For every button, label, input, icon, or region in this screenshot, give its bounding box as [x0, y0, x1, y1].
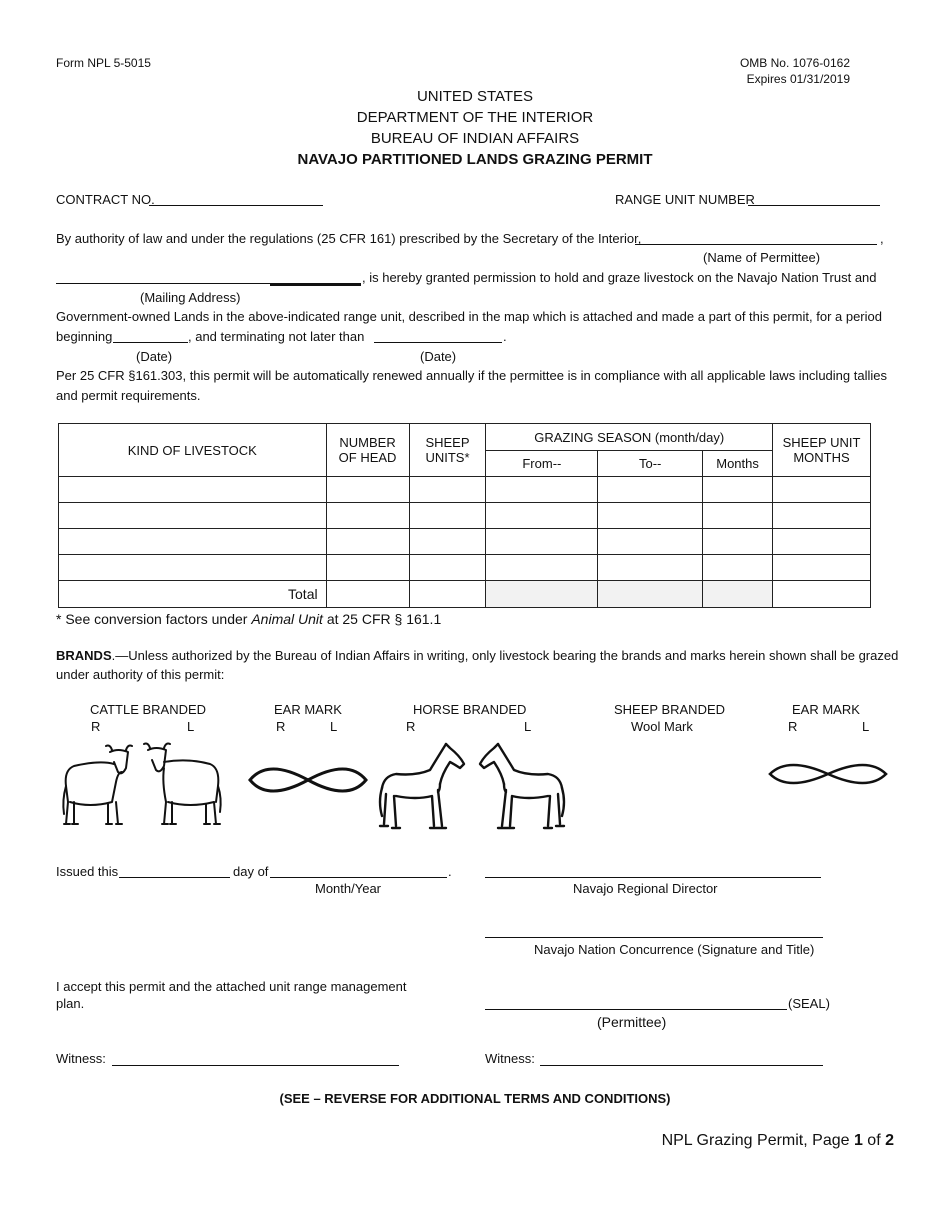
total-label: Total: [59, 581, 327, 608]
ear-mark-icon: [248, 758, 368, 802]
horse-left-icon: [476, 740, 568, 832]
table-cell[interactable]: [59, 503, 327, 529]
months-header: Months: [703, 451, 773, 477]
table-cell[interactable]: [409, 555, 486, 581]
horse-branded-label: HORSE BRANDED: [413, 702, 527, 717]
cattle-right-icon: [60, 742, 140, 832]
witness-field-2[interactable]: [540, 1065, 823, 1066]
contract-no-label: CONTRACT NO.: [56, 192, 155, 207]
issued-period: .: [448, 864, 452, 879]
begin-date-label: (Date): [136, 349, 173, 364]
table-cell[interactable]: [59, 529, 327, 555]
expiration-date: Expires 01/31/2019: [746, 72, 850, 86]
mailing-address-label: (Mailing Address): [140, 290, 241, 305]
table-cell[interactable]: [773, 503, 871, 529]
issued-day-field[interactable]: [119, 877, 230, 878]
agency-line-2: DEPARTMENT OF THE INTERIOR: [356, 109, 594, 126]
wool-mark-label: Wool Mark: [631, 719, 693, 734]
agency-line-1: UNITED STATES: [416, 88, 534, 105]
cattle-branded-label: CATTLE BRANDED: [90, 702, 207, 717]
total-head-cell[interactable]: [326, 581, 409, 608]
total-row: [59, 581, 871, 608]
horse-right-label: R: [406, 719, 416, 734]
form-number: Form NPL 5-5015: [56, 56, 151, 70]
shaded-cell: [703, 581, 773, 608]
kind-of-livestock-header: KIND OF LIVESTOCK: [59, 424, 327, 477]
beginning-text: beginning: [56, 329, 113, 344]
table-row: [59, 477, 871, 503]
table-cell[interactable]: [409, 477, 486, 503]
cattle-left-icon: [142, 742, 224, 832]
renewal-text-line-2: and permit requirements.: [56, 388, 201, 403]
concurrence-label: Navajo Nation Concurrence (Signature and Title): [534, 942, 815, 957]
page-title: NAVAJO PARTITIONED LANDS GRAZING PERMIT: [297, 151, 653, 168]
table-row: [59, 529, 871, 555]
witness-field-1[interactable]: [112, 1065, 399, 1066]
accept-text-line-2: plan.: [56, 996, 85, 1011]
table-cell[interactable]: [486, 529, 598, 555]
mailing-address-field-extension[interactable]: [270, 284, 361, 286]
table-cell[interactable]: [486, 477, 598, 503]
day-of-label: day of: [233, 864, 269, 879]
table-cell[interactable]: [326, 555, 409, 581]
end-date-label: (Date): [420, 349, 457, 364]
sheep-unit-months-header: SHEEP UNIT MONTHS: [773, 424, 871, 477]
sheep-earmark-right-label: R: [788, 719, 798, 734]
table-cell[interactable]: [486, 503, 598, 529]
grazing-season-header: GRAZING SEASON (month/day): [486, 424, 773, 451]
permittee-label: (Permittee): [597, 1014, 667, 1030]
regional-director-label: Navajo Regional Director: [573, 881, 718, 896]
table-row: [59, 555, 871, 581]
lands-text: Government-owned Lands in the above-indicated range unit, described in the map which is attached and made a part of this permit, for a period: [56, 309, 882, 324]
brands-text-line-2: under authority of this permit:: [56, 667, 225, 682]
table-cell[interactable]: [326, 503, 409, 529]
permittee-name-field[interactable]: [635, 244, 877, 245]
ear-mark-label-1: EAR MARK: [274, 702, 342, 717]
contract-no-field[interactable]: [149, 205, 323, 206]
total-sheep-units-cell[interactable]: [409, 581, 486, 608]
table-cell[interactable]: [773, 477, 871, 503]
table-cell[interactable]: [59, 477, 327, 503]
table-cell[interactable]: [409, 503, 486, 529]
sheep-earmark-left-label: L: [862, 719, 870, 734]
shaded-cell: [598, 581, 703, 608]
table-cell[interactable]: [773, 529, 871, 555]
authority-text: By authority of law and under the regulations (25 CFR 161) prescribed by the Secretary of the Interior,: [56, 231, 642, 246]
page-number: NPL Grazing Permit, Page 1 of 2: [661, 1132, 894, 1149]
table-cell[interactable]: [486, 555, 598, 581]
permittee-signature-line[interactable]: [485, 1009, 787, 1010]
table-row: [59, 503, 871, 529]
earmark-left-label: L: [330, 719, 338, 734]
from-header: From--: [486, 451, 598, 477]
authority-comma: ,: [880, 231, 884, 246]
agency-line-3: BUREAU OF INDIAN AFFAIRS: [370, 130, 580, 147]
table-cell[interactable]: [326, 477, 409, 503]
concurrence-signature-line[interactable]: [485, 937, 823, 938]
seal-label: (SEAL): [788, 996, 830, 1011]
cattle-left-label: L: [187, 719, 195, 734]
issued-this-label: Issued this: [56, 864, 119, 879]
end-date-field[interactable]: [374, 342, 502, 343]
table-cell[interactable]: [703, 503, 773, 529]
total-sheep-unit-months-cell[interactable]: [773, 581, 871, 608]
table-cell[interactable]: [598, 477, 703, 503]
regional-director-signature-line[interactable]: [485, 877, 821, 878]
see-reverse-notice: (SEE – REVERSE FOR ADDITIONAL TERMS AND CONDITIONS): [279, 1091, 671, 1106]
table-cell[interactable]: [598, 529, 703, 555]
name-of-permittee-label: (Name of Permittee): [703, 250, 821, 265]
renewal-text-line-1: Per 25 CFR §161.303, this permit will be automatically renewed annually if the permittee is in compliance with all applicable laws including tallies: [56, 368, 887, 383]
month-year-label: Month/Year: [315, 881, 382, 896]
brands-text-line-1: BRANDS.—Unless authorized by the Bureau of Indian Affairs in writing, only livestock bearing the brands and marks herein shown shall be grazed: [56, 648, 899, 663]
period-mark: .: [503, 329, 507, 344]
livestock-table: [58, 423, 871, 608]
table-cell[interactable]: [409, 529, 486, 555]
table-cell[interactable]: [773, 555, 871, 581]
month-year-field[interactable]: [270, 877, 447, 878]
conversion-footnote: * See conversion factors under Animal Unit at 25 CFR § 161.1: [56, 611, 442, 627]
shaded-cell: [486, 581, 598, 608]
sheep-units-header: SHEEP UNITS*: [409, 424, 486, 477]
to-header: To--: [598, 451, 703, 477]
witness-label-2: Witness:: [485, 1051, 535, 1066]
begin-date-field[interactable]: [113, 342, 188, 343]
table-cell[interactable]: [703, 529, 773, 555]
table-cell[interactable]: [598, 555, 703, 581]
table-cell[interactable]: [326, 529, 409, 555]
sheep-ear-mark-icon: [768, 756, 888, 792]
omb-number: OMB No. 1076-0162: [739, 56, 850, 70]
earmark-right-label: R: [276, 719, 286, 734]
number-of-head-header: NUMBER OF HEAD: [326, 424, 409, 477]
table-cell[interactable]: [703, 555, 773, 581]
cattle-right-label: R: [91, 719, 101, 734]
range-unit-label: RANGE UNIT NUMBER: [615, 192, 755, 207]
table-cell[interactable]: [598, 503, 703, 529]
terminating-text: , and terminating not later than: [188, 329, 365, 344]
accept-text-line-1: I accept this permit and the attached unit range management: [56, 979, 407, 994]
table-cell[interactable]: [59, 555, 327, 581]
horse-right-icon: [376, 740, 468, 832]
witness-label-1: Witness:: [56, 1051, 106, 1066]
grant-text: , is hereby granted permission to hold and graze livestock on the Navajo Nation Trust and: [362, 270, 877, 285]
table-cell[interactable]: [703, 477, 773, 503]
sheep-branded-label: SHEEP BRANDED: [614, 702, 726, 717]
range-unit-field[interactable]: [748, 205, 880, 206]
ear-mark-label-2: EAR MARK: [792, 702, 860, 717]
horse-left-label: L: [524, 719, 532, 734]
